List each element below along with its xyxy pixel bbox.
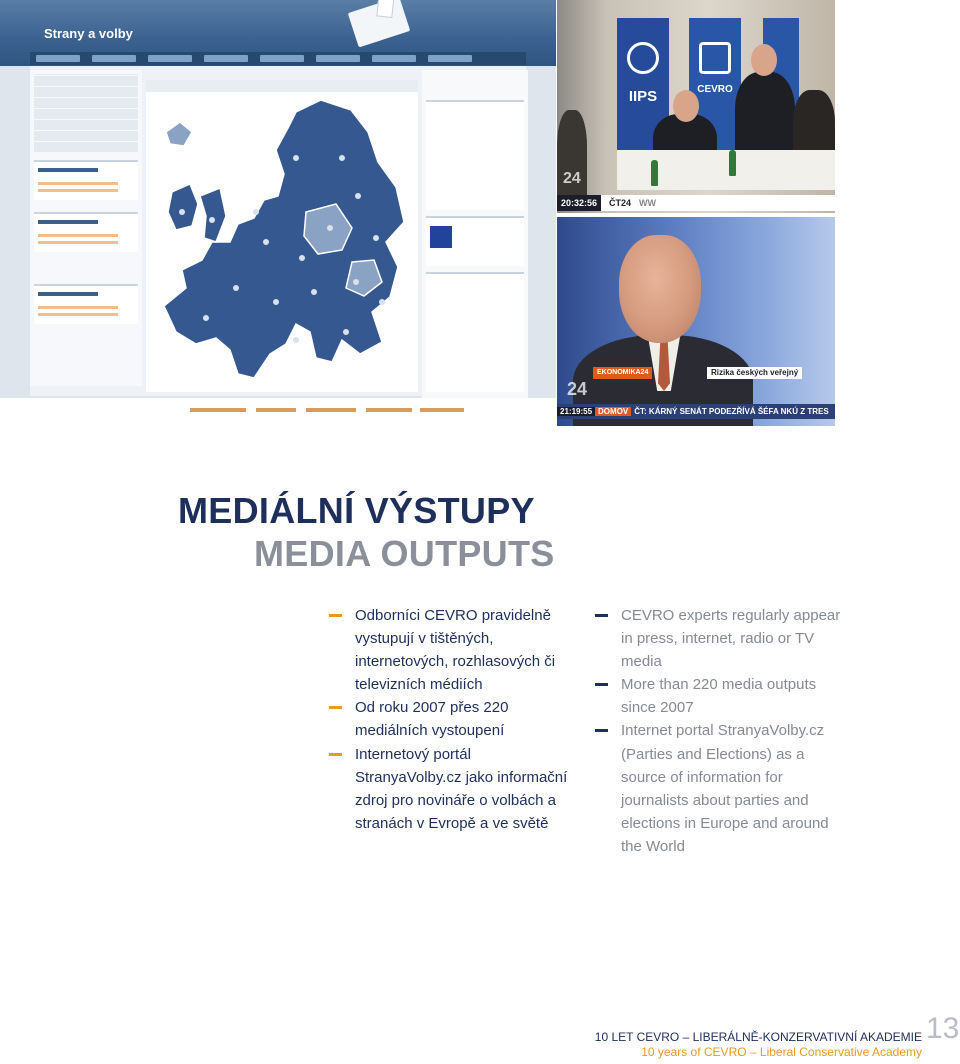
list-item [595,604,845,673]
website-sidebar-box [34,284,138,324]
website-news-box [426,272,524,392]
dash-bullet-icon [595,614,608,617]
water-bottle [729,150,736,176]
page-number: 13 [926,1012,960,1045]
dash-bullet-icon [329,753,342,756]
interviewee-head [619,235,701,343]
website-logo: Strany a volby [44,26,133,41]
tv-extra-text: WW [639,198,656,208]
tv-crawl-time: 21:19:55 [557,407,595,416]
dash-bullet-icon [329,614,342,617]
website-sidebar-box [34,212,138,252]
conference-photo [557,0,835,213]
website-footer [0,398,556,426]
tv-channel-logo: 24 [563,170,581,187]
list-item-text: Odborníci CEVRO pravidelně vystupují v tištěných, internetových, rozhlasových či televizních médiích [355,607,556,694]
cevro-logo-icon [699,42,731,74]
panel-table [617,150,835,190]
website-calendar [34,74,138,152]
website-nav-bar [30,52,526,65]
website-select-bar [146,80,418,92]
list-item [329,604,579,696]
list-item [595,673,845,719]
globe-icon [627,42,659,74]
speaker-head [751,44,777,76]
tv-crawl-channel: DOMOV [595,407,631,416]
list-item-text: Internetový portál StranyaVolby.cz jako informační zdroj pro novináře o volbách a stranách v Evropě a ve světě [355,745,568,832]
list-item [329,743,579,835]
footer-czech: 10 LET CEVRO – LIBERÁLNĚ-KONZERVATIVNÍ AKADEMIE [594,1030,922,1044]
water-bottle [651,160,658,186]
dash-bullet-icon [329,706,342,709]
dash-bullet-icon [595,683,608,686]
tv-name-label: EKONOMIKA24 [593,367,652,379]
iips-banner-text: IIPS [628,88,658,105]
website-screenshot-photo [0,0,556,426]
europe-map-graphic [146,92,418,392]
website-sidebar-box [34,160,138,200]
dash-bullet-icon [595,729,608,732]
list-item [595,719,845,858]
tv-timestamp: 20:32:56 [557,195,601,211]
website-poll-box [426,100,524,210]
footer-english: 10 years of CEVRO – Liberal Conservative Academy [641,1045,922,1059]
heading-czech: MEDIÁLNÍ VÝSTUPY [178,490,535,531]
bullet-list-czech [329,604,579,835]
website-promo-box [426,216,524,266]
tv-news-crawl [557,404,835,419]
tv-crawl-news: ČT: KÁRNÝ SENÁT PODEZŘÍVÁ ŠÉFA NKÚ Z TRES [634,407,829,416]
list-item-text: Od roku 2007 přes 220 mediálních vystoupení [355,699,509,740]
heading-english: MEDIA OUTPUTS [254,533,555,574]
tv-channel: ČT24 [609,198,632,208]
cevro-banner-text: CEVRO [697,84,733,95]
panelist-head [673,90,699,122]
list-item-text: CEVRO experts regularly appear in press, internet, radio or TV media [621,607,841,671]
tv-topic-strap: Rizika českých veřejný [707,367,802,379]
list-item-text: Internet portal StranyaVolby.cz (Parties and Elections) as a source of information for journalists about parties and elections in Europe and around the World [621,722,829,855]
list-item-text: More than 220 media outputs since 2007 [621,676,817,717]
list-item [329,696,579,742]
tv-channel-logo: 24 [567,379,588,399]
bullet-list-english [595,604,845,858]
tv-interview-photo [557,217,835,426]
